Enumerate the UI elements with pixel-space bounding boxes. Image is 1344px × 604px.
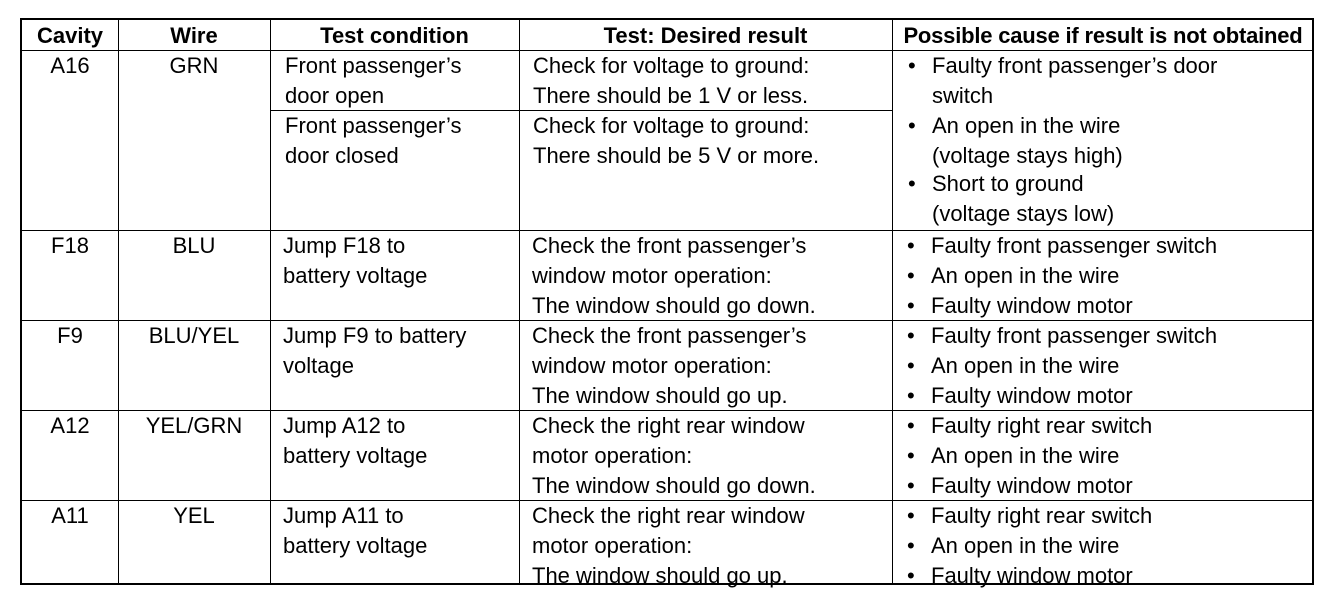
result-line: Check the right rear window	[532, 413, 805, 438]
wire-cell: BLU	[172, 233, 216, 258]
result-line: There should be 1 V or less.	[533, 83, 809, 108]
cause-item: • An open in the wire	[905, 441, 1152, 471]
wire-cell: GRN	[169, 53, 219, 78]
result-line: There should be 5 V or more.	[533, 143, 820, 168]
condition-line: Jump A12 to	[283, 413, 406, 438]
cause-item: • Faulty front passenger’s door switch	[908, 53, 1218, 108]
cause-list	[905, 321, 1217, 411]
result-line: The window should go up.	[532, 563, 788, 588]
condition-line: Jump F18 to	[283, 233, 406, 258]
result-line: window motor operation:	[532, 263, 772, 288]
result-line: Check for voltage to ground:	[533, 113, 810, 138]
cause-list	[905, 231, 1217, 321]
cause-list	[905, 411, 1152, 501]
result-line: motor operation:	[532, 443, 693, 468]
condition-line: battery voltage	[283, 443, 428, 468]
cause-item: • Faulty right rear switch	[905, 501, 1152, 531]
cavity-cell: A16	[50, 53, 90, 78]
condition-cell	[285, 51, 462, 111]
cavity-cell: A12	[50, 413, 90, 438]
cause-item: • Faulty right rear switch	[905, 411, 1152, 441]
wire-cell: YEL/GRN	[145, 413, 243, 438]
column-divider	[270, 20, 271, 583]
result-line: Check the front passenger’s	[532, 233, 807, 258]
bullet-icon: •	[907, 383, 915, 408]
header-possible-cause: Possible cause if result is not obtained	[903, 23, 1303, 48]
condition-line: Front passenger’s	[285, 53, 462, 78]
result-line: Check the front passenger’s	[532, 323, 807, 348]
bullet-icon: •	[907, 533, 915, 558]
cause-list	[905, 501, 1152, 591]
condition-cell	[283, 321, 466, 381]
wire-cell: YEL	[173, 503, 215, 528]
bullet-icon: •	[907, 263, 915, 288]
condition-line: battery voltage	[283, 263, 428, 288]
condition-line: Jump F9 to battery	[283, 323, 467, 348]
cause-item: • Faulty window motor	[905, 291, 1217, 321]
cause-list	[906, 51, 1217, 229]
cavity-cell: F18	[51, 233, 89, 258]
bullet-icon: •	[907, 563, 915, 588]
cause-item: • Short to ground (voltage stays low)	[908, 171, 1115, 226]
result-line: The window should go up.	[532, 383, 788, 408]
bullet-icon: •	[907, 233, 915, 258]
result-line: The window should go down.	[532, 293, 816, 318]
cavity-cell: F9	[57, 323, 83, 348]
result-line: motor operation:	[532, 533, 693, 558]
bullet-icon: •	[908, 113, 916, 138]
cavity-cell: A11	[51, 503, 89, 528]
bullet-icon: •	[907, 323, 915, 348]
condition-line: door open	[285, 83, 385, 108]
condition-line: Front passenger’s	[285, 113, 462, 138]
cause-item: • An open in the wire	[905, 351, 1217, 381]
bullet-icon: •	[907, 443, 915, 468]
condition-line: Jump A11 to	[283, 503, 404, 528]
condition-cell	[285, 111, 462, 171]
condition-line: door closed	[285, 143, 399, 168]
column-divider	[118, 20, 119, 583]
condition-cell	[283, 501, 427, 561]
header-desired-result: Test: Desired result	[603, 23, 808, 48]
condition-cell	[283, 231, 427, 291]
result-line: window motor operation:	[532, 353, 772, 378]
result-cell	[533, 51, 809, 111]
bullet-icon: •	[907, 473, 915, 498]
result-line: The window should go down.	[532, 473, 816, 498]
condition-cell	[283, 411, 427, 471]
bullet-icon: •	[907, 413, 915, 438]
cause-item: • An open in the wire	[905, 531, 1152, 561]
bullet-icon: •	[908, 53, 916, 78]
result-cell	[532, 411, 816, 501]
cause-item: • Faulty front passenger switch	[905, 321, 1217, 351]
result-line: Check the right rear window	[532, 503, 805, 528]
cause-item: • An open in the wire	[905, 261, 1217, 291]
cause-item: • Faulty window motor	[905, 381, 1217, 411]
bullet-icon: •	[907, 353, 915, 378]
header-wire: Wire	[170, 23, 218, 48]
cause-item: • An open in the wire (voltage stays high)	[908, 113, 1123, 168]
header-test-condition: Test condition	[320, 23, 469, 48]
condition-line: voltage	[283, 353, 354, 378]
result-cell	[533, 111, 819, 171]
test-table	[20, 18, 1314, 588]
bullet-icon: •	[908, 171, 916, 196]
cause-item: • Faulty window motor	[905, 561, 1152, 591]
cause-item: • Faulty front passenger switch	[905, 231, 1217, 261]
column-divider	[519, 20, 520, 583]
result-cell	[532, 501, 805, 591]
result-line: Check for voltage to ground:	[533, 53, 810, 78]
wire-cell: BLU/YEL	[148, 323, 240, 348]
cause-item: • Faulty window motor	[905, 471, 1152, 501]
condition-line: battery voltage	[283, 533, 428, 558]
bullet-icon: •	[907, 293, 915, 318]
column-divider	[892, 20, 893, 583]
result-cell	[532, 321, 806, 411]
bullet-icon: •	[907, 503, 915, 528]
header-cavity: Cavity	[36, 23, 104, 48]
result-cell	[532, 231, 816, 321]
